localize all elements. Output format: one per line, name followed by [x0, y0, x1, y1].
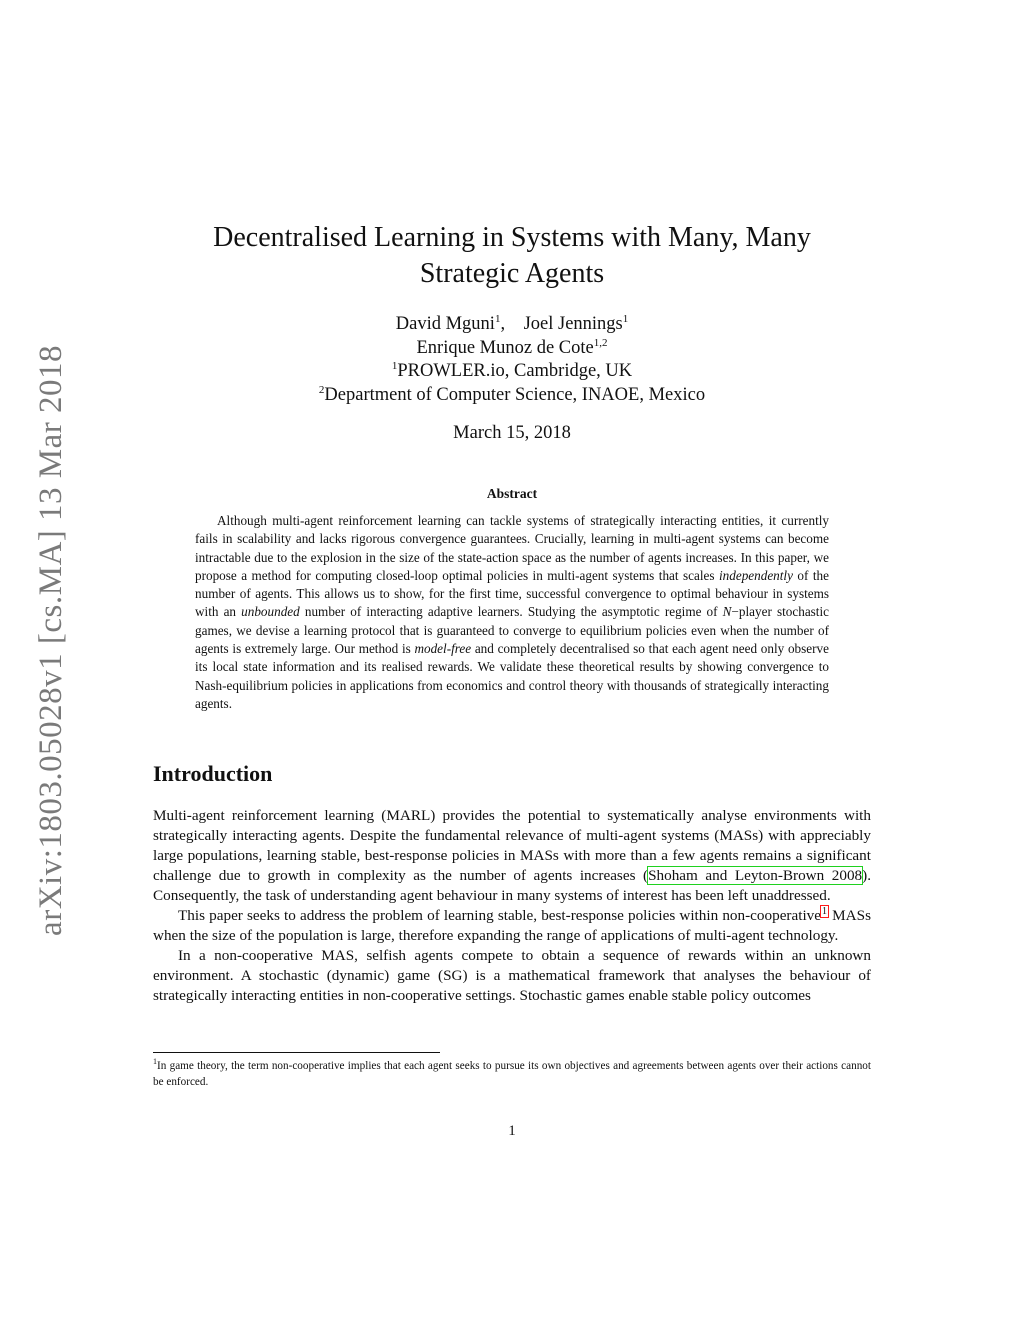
arxiv-stamp-text: arXiv:1803.05028v1 [cs.MA] 13 Mar 2018 — [32, 344, 69, 936]
affiliation-mark: 1 — [391, 360, 398, 372]
footnote-link[interactable]: 1 — [822, 906, 828, 917]
arxiv-stamp — [26, 340, 76, 940]
section-heading-introduction: Introduction — [153, 761, 273, 786]
author-line-2 — [150, 337, 874, 361]
abstract-span: and completely decentralised so that each agent need only observe its local state information and its realised rewards. We validate these theoretical results by showing convergence to Nash-equilibrium policies in applications from economics and control theory with thousands of strategically interacting agents. — [195, 641, 829, 711]
abstract-heading: Abstract — [486, 486, 538, 501]
citation-link[interactable]: Shoham and Leyton-Brown 2008 — [648, 867, 863, 884]
paragraph-span: Multi-agent reinforcement learning (MARL) provides the potential to systematically analyse environments with strategically interacting agents. Despite the fundamental relevance of multi-agent systems (MASs) with appreciably large populations, learning stable, best-response policies in MASs with more than a few agents remains a significant challenge due to growth in complexity as the number of agents increases ( — [153, 807, 871, 884]
title-line-1: Decentralised Learning in Systems with Many, Many — [213, 222, 811, 253]
paragraph-span: ). Consequently, the task of understanding agent behaviour in many systems of interest has been left unaddressed. — [153, 867, 871, 904]
abstract-span: number of interacting adaptive learners. Studying the asymptotic regime of — [299, 604, 723, 620]
paragraph-span: MASs when the size of the population is large, therefore expanding the range of applications of multi-agent technology. — [153, 907, 871, 944]
abstract-text — [195, 512, 829, 713]
affiliation-text: PROWLER.io, Cambridge, UK — [397, 361, 633, 381]
affiliation-mark: 1,2 — [593, 336, 608, 349]
title-line-2: Strategic Agents — [419, 258, 605, 289]
affiliation-text: Department of Computer Science, INAOE, Mexico — [324, 384, 706, 405]
footnote-divider — [153, 1052, 440, 1053]
paragraph — [153, 806, 871, 906]
paper-date: March 15, 2018 — [453, 423, 571, 443]
author-line-1 — [150, 313, 874, 337]
affiliation-1 — [150, 360, 874, 384]
author-name: David Mguni — [395, 314, 495, 334]
math-symbol: N — [722, 604, 732, 620]
paragraph-span: This paper seeks to address the problem of learning stable, best-response policies within non-cooperative — [178, 907, 822, 924]
footnote — [153, 1058, 871, 1090]
abstract-emphasis: independently — [718, 567, 793, 583]
page-number: 1 — [508, 1123, 516, 1139]
footnote-text: In game theory, the term non-cooperative implies that each agent seeks to pursue its own objectives and agreements between agents over their actions cannot be enforced. — [153, 1060, 871, 1088]
affiliation-mark: 1 — [494, 313, 501, 325]
abstract-emphasis: unbounded — [241, 604, 300, 620]
abstract-span: of the number of agents. This allows us to show, for the first time, successful convergence to optimal behaviour in systems with an — [195, 567, 829, 620]
author-block — [150, 313, 874, 407]
affiliation-mark: 2 — [318, 383, 325, 396]
author-name: Enrique Munoz de Cote — [416, 337, 594, 358]
author-name: Joel Jennings — [523, 314, 623, 334]
author-separator: , — [500, 314, 506, 334]
abstract-span: −player stochastic games, we devise a learning protocol that is guaranteed to converge to equilibrium policies even when the number of agents is extremely large. Our method is — [195, 604, 829, 657]
affiliation-mark: 1 — [622, 313, 629, 325]
paper-title — [150, 220, 874, 292]
introduction-body — [153, 806, 871, 1006]
paragraph — [153, 906, 871, 946]
abstract-span: Although multi-agent reinforcement learning can tackle systems of strategically interacting entities, it currently fails in scalability and lacks rigorous convergence guarantees. Crucially, learning in multi-agent systems can become intractable due to the explosion in the size of the state-action space as the number of agents increases. In this paper, we propose a method for computing closed-loop optimal policies in multi-agent systems that scales — [195, 513, 829, 583]
affiliation-2 — [150, 384, 874, 408]
footnote-mark: 1 — [153, 1057, 157, 1066]
paragraph: In a non-cooperative MAS, selfish agents compete to obtain a sequence of rewards within an unknown environment. A stochastic (dynamic) game (SG) is a mathematical framework that analyses the behaviour of strategically interacting entities in non-cooperative settings. Stochastic games enable stable policy outcomes — [153, 947, 871, 1004]
abstract-emphasis: model-free — [414, 641, 472, 657]
